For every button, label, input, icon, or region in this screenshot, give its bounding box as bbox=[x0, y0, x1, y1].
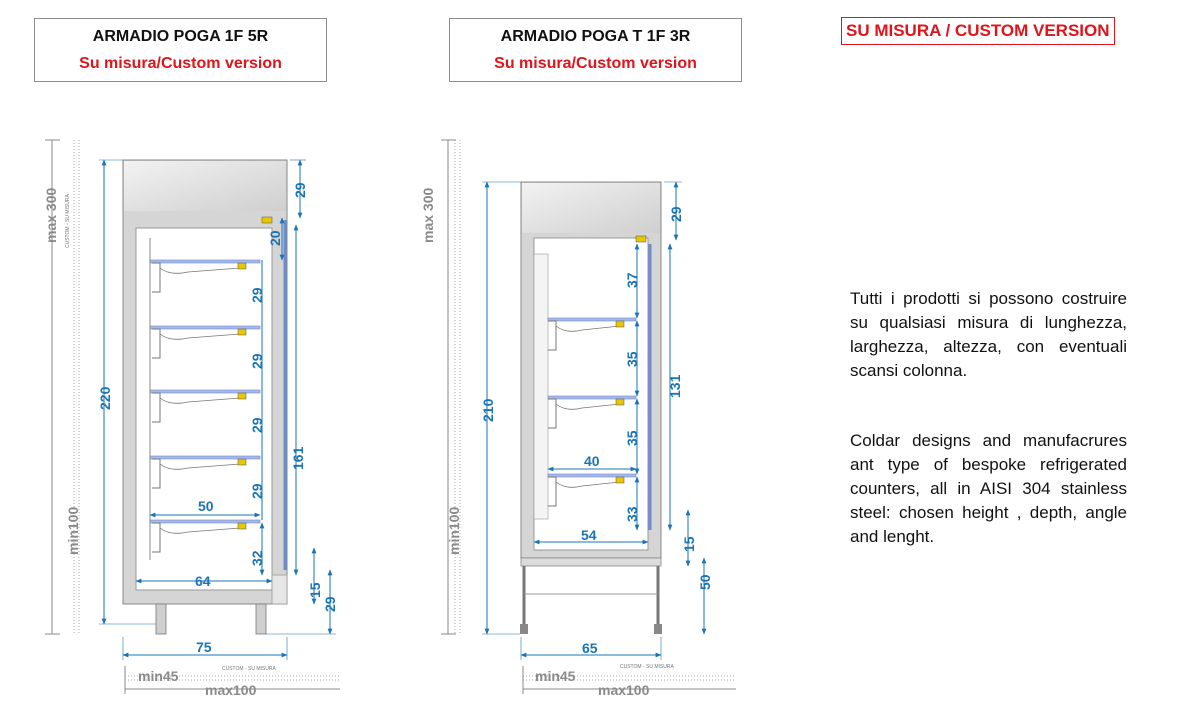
description-italian: Tutti i prodotti si possono costruire su qualsiasi misura di lunghezza, larghezza, altezza, con eventuali scansi colonna. bbox=[850, 289, 1127, 380]
middle-door-height-dim: 131 bbox=[667, 374, 683, 398]
middle-base-gap-dim: 15 bbox=[681, 536, 697, 552]
left-shelf-gap-1: 29 bbox=[249, 287, 265, 303]
left-top-clear-dim: 29 bbox=[292, 182, 308, 198]
left-door-height-dim: 161 bbox=[290, 446, 306, 470]
middle-min-height-label: min100 bbox=[446, 506, 462, 555]
left-header-subtitle: Su misura/Custom version bbox=[79, 55, 282, 72]
middle-shelf-gap-1: 35 bbox=[624, 351, 640, 367]
middle-top-gap-dim: 37 bbox=[624, 272, 640, 288]
middle-max-depth-label: max100 bbox=[598, 682, 650, 698]
left-cabinet-drawing bbox=[43, 140, 340, 698]
left-inner-depth-dim: 64 bbox=[195, 573, 211, 589]
left-bottom-gap-dim: 32 bbox=[249, 550, 265, 566]
left-base-gap-dim: 15 bbox=[307, 582, 323, 598]
middle-horizontal-note: CUSTOM - SU MISURA bbox=[620, 664, 674, 670]
left-shelf-gap-4: 29 bbox=[249, 483, 265, 499]
middle-header-title: ARMADIO POGA T 1F 3R bbox=[500, 28, 691, 45]
custom-version-badge: SU MISURA / CUSTOM VERSION bbox=[841, 17, 1115, 45]
left-feet-height-dim: 29 bbox=[322, 596, 338, 612]
left-cabinet-interior bbox=[136, 228, 272, 590]
left-min-height-label: min100 bbox=[65, 506, 81, 555]
middle-shelf-depth-dim: 40 bbox=[584, 453, 600, 469]
middle-cabinet-drawing bbox=[420, 140, 736, 698]
middle-inner-depth-dim: 54 bbox=[581, 527, 597, 543]
middle-min-depth-label: min45 bbox=[535, 668, 576, 684]
left-shelf-gap-3: 29 bbox=[249, 417, 265, 433]
left-top-gap-dim: 20 bbox=[267, 230, 283, 246]
left-min-depth-label: min45 bbox=[138, 668, 179, 684]
left-header-title: ARMADIO POGA 1F 5R bbox=[92, 28, 269, 45]
middle-top-clear-dim: 29 bbox=[668, 206, 684, 222]
left-max-height-label: max 300 bbox=[43, 187, 59, 243]
middle-stand-height-dim: 50 bbox=[697, 574, 713, 590]
middle-bottom-gap-dim: 33 bbox=[624, 506, 640, 522]
left-vertical-note: CUSTOM - SU MISURA bbox=[65, 194, 71, 248]
left-total-depth-dim: 75 bbox=[196, 639, 212, 655]
middle-max-height-label: max 300 bbox=[420, 187, 436, 243]
middle-header-subtitle: Su misura/Custom version bbox=[494, 55, 697, 72]
left-shelf-gap-2: 29 bbox=[249, 353, 265, 369]
left-max-depth-label: max100 bbox=[205, 682, 257, 698]
left-shelf-depth-dim: 50 bbox=[198, 498, 214, 514]
left-horizontal-note: CUSTOM - SU MISURA bbox=[222, 666, 276, 672]
left-total-height-dim: 220 bbox=[97, 386, 113, 410]
middle-total-depth-dim: 65 bbox=[582, 640, 598, 656]
middle-total-height-dim: 210 bbox=[480, 398, 496, 422]
middle-shelf-gap-2: 35 bbox=[624, 430, 640, 446]
description-english: Coldar designs and manufacrures ant type of bespoke refrigerated counters, all in AISI 304 stainless steel: chosen height , depth, angle and lenght. bbox=[850, 431, 1127, 546]
